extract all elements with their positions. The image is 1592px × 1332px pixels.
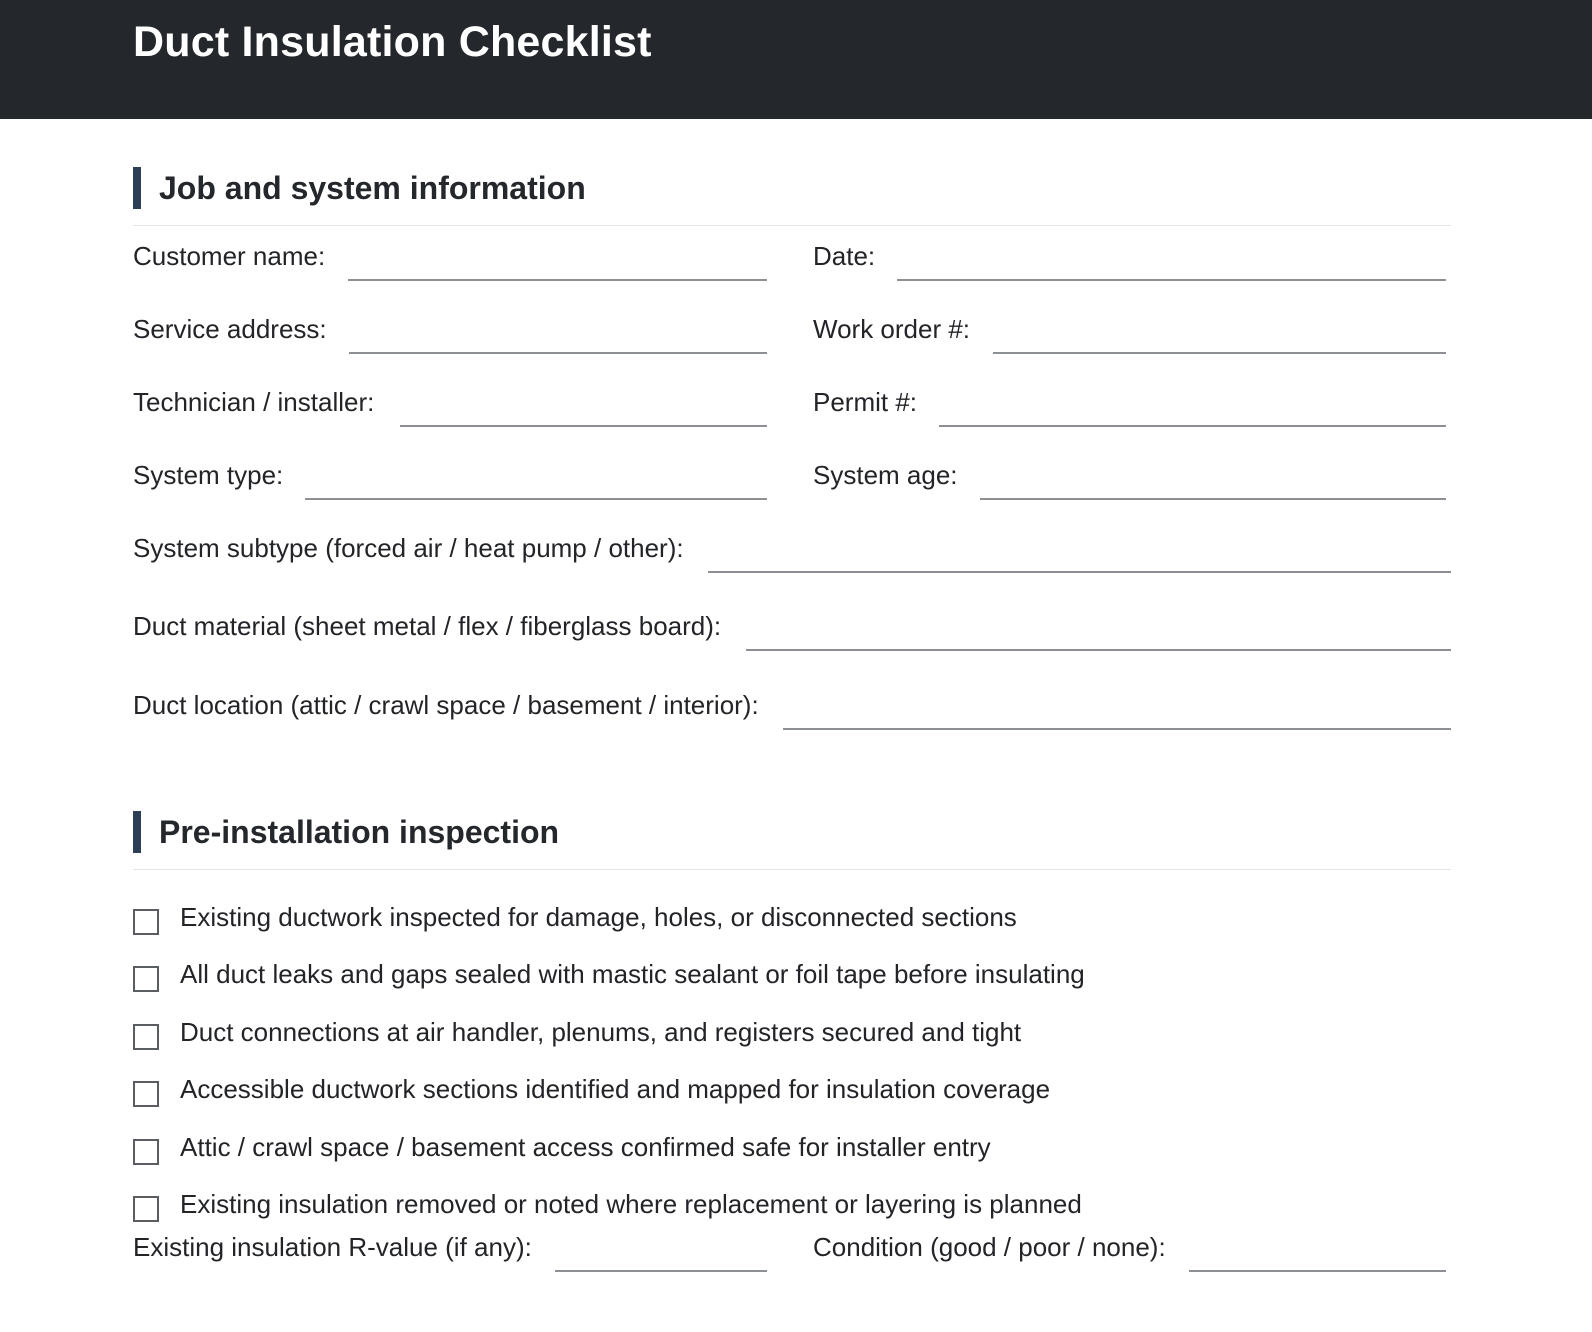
field-system-subtype: [133, 533, 1451, 573]
field-service-address: [133, 314, 767, 354]
field-customer-name: [133, 241, 767, 281]
checkbox[interactable]: [133, 1024, 159, 1050]
checkbox[interactable]: [133, 1139, 159, 1165]
checklist-item-label: Existing ductwork inspected for damage, holes, or disconnected sections: [180, 902, 1017, 932]
work-order-label: Work order #:: [813, 314, 971, 344]
checklist-item-label: Existing insulation removed or noted where replacement or layering is planned: [180, 1189, 1082, 1219]
page-title: Duct Insulation Checklist: [133, 18, 652, 66]
field-work-order: [813, 314, 1446, 354]
system-subtype-label: System subtype (forced air / heat pump / other):: [133, 533, 684, 563]
date-label: Date:: [813, 241, 876, 271]
system-age-label: System age:: [813, 460, 958, 490]
customer-name-label: Customer name:: [133, 241, 326, 271]
field-duct-location: [133, 690, 1451, 730]
checklist-item-label: Attic / crawl space / basement access confirmed safe for installer entry: [180, 1132, 991, 1162]
section-accent-bar: [133, 811, 141, 853]
duct-material-label: Duct material (sheet metal / flex / fiberglass board):: [133, 611, 722, 641]
field-r-value: [133, 1232, 767, 1272]
work-order-input[interactable]: [993, 352, 1446, 354]
section-title-pre: Pre-installation inspection: [159, 814, 560, 850]
checklist-item-label: Accessible ductwork sections identified and mapped for insulation coverage: [180, 1074, 1051, 1104]
field-system-age: [813, 460, 1446, 500]
system-type-label: System type:: [133, 460, 284, 490]
permit-input[interactable]: [939, 425, 1446, 427]
service-address-label: Service address:: [133, 314, 327, 344]
checkbox[interactable]: [133, 966, 159, 992]
service-address-input[interactable]: [349, 352, 767, 354]
section-header-pre: [133, 811, 1451, 870]
field-duct-material: [133, 611, 1451, 651]
r-value-input[interactable]: [555, 1270, 767, 1272]
system-type-input[interactable]: [305, 498, 767, 500]
technician-input[interactable]: [400, 425, 767, 427]
duct-location-input[interactable]: [783, 728, 1451, 730]
field-technician: [133, 387, 767, 427]
header-bar: [0, 0, 1592, 119]
field-permit: [813, 387, 1446, 427]
checkbox[interactable]: [133, 909, 159, 935]
system-subtype-input[interactable]: [708, 571, 1451, 573]
checklist-item-label: Duct connections at air handler, plenums, and registers secured and tight: [180, 1017, 1022, 1047]
date-input[interactable]: [897, 279, 1446, 281]
field-date: [813, 241, 1446, 281]
field-condition: [813, 1232, 1446, 1272]
duct-location-label: Duct location (attic / crawl space / basement / interior):: [133, 690, 759, 720]
condition-input[interactable]: [1189, 1270, 1446, 1272]
section-title-job: Job and system information: [159, 170, 586, 206]
system-age-input[interactable]: [980, 498, 1446, 500]
field-system-type: [133, 460, 767, 500]
condition-label: Condition (good / poor / none):: [813, 1232, 1166, 1262]
technician-label: Technician / installer:: [133, 387, 375, 417]
duct-material-input[interactable]: [746, 649, 1451, 651]
checkbox[interactable]: [133, 1196, 159, 1222]
section-accent-bar: [133, 167, 141, 209]
checklist-item-label: All duct leaks and gaps sealed with mastic sealant or foil tape before insulating: [180, 959, 1085, 989]
permit-label: Permit #:: [813, 387, 918, 417]
checkbox[interactable]: [133, 1081, 159, 1107]
section-header-job: [133, 167, 1451, 226]
r-value-label: Existing insulation R-value (if any):: [133, 1232, 532, 1262]
customer-name-input[interactable]: [348, 279, 767, 281]
